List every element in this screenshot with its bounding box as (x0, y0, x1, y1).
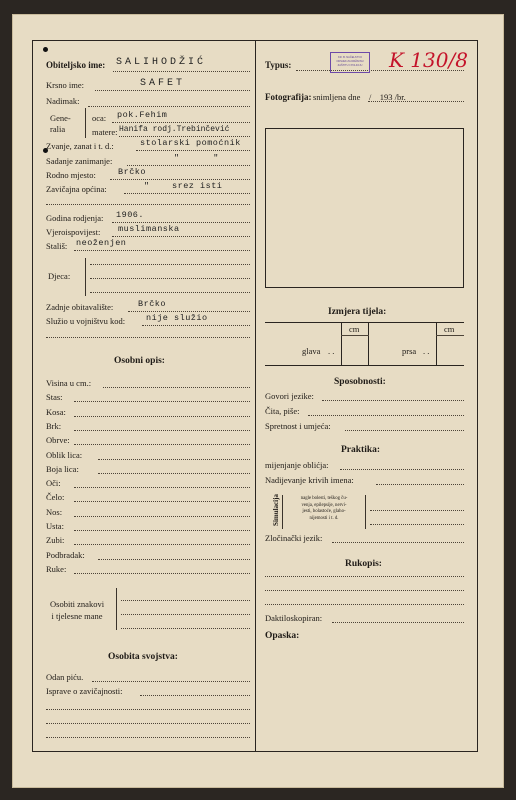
occupation-line (136, 150, 250, 151)
mother-value: Hanifa rodj.Trebinčević (119, 125, 230, 134)
special-marks-line-2 (121, 614, 250, 615)
description-row-line (74, 501, 250, 502)
last-residence-line (128, 311, 250, 312)
father-value: pok.Fehim (117, 110, 168, 120)
cm-header-line-1 (341, 335, 369, 336)
military-label: Služio u vojništvu kod: (46, 316, 126, 326)
head-dots: . . (328, 346, 335, 356)
description-row-line (74, 430, 250, 431)
military-line (142, 325, 250, 326)
children-line-2 (90, 278, 250, 279)
military-value: nije služio (146, 313, 208, 323)
documents-line-1 (140, 695, 250, 696)
children-line-1 (90, 264, 250, 265)
given-name-line (95, 90, 250, 91)
description-row-line (74, 530, 250, 531)
skills-line (345, 430, 464, 431)
simulation-line-1 (370, 510, 464, 511)
simulation-label: Simulacija (272, 494, 280, 526)
drinking-label: Odan piću. (46, 672, 84, 682)
given-name-label: Krsno ime: (46, 80, 85, 90)
home-municipality-line (124, 193, 250, 194)
special-marks-bracket (116, 588, 117, 630)
special-traits-heading: Osobita svojstva: (108, 652, 178, 662)
birth-year-line (112, 222, 250, 223)
religion-value: muslimanska (118, 224, 180, 234)
punch-hole-top (43, 47, 48, 52)
religion-line (112, 236, 250, 237)
description-row-line (98, 459, 250, 460)
current-job-line (127, 165, 250, 166)
handwriting-line-3 (265, 604, 464, 605)
nickname-label: Nadimak: (46, 96, 80, 106)
documents-line-3 (46, 723, 250, 724)
description-row-line (74, 516, 250, 517)
cm-header-line-2 (436, 335, 464, 336)
description-row-label: Visina u cm.: (46, 378, 92, 388)
false-names-line (376, 484, 464, 485)
birth-year-label: Godina rodjenja: (46, 213, 104, 223)
official-stamp: KR. B. NAČELSTVO ODSJEK ZA DRŽAVNU ZAŠTITU I POLICIJU (330, 52, 370, 73)
mother-label: matere: (92, 127, 118, 137)
disguise-label: mijenjanje oblićja: (265, 460, 329, 470)
home-municipality-line-2 (46, 204, 250, 205)
documents-line-2 (46, 709, 250, 710)
description-row-label: Brk: (46, 420, 62, 431)
abilities-heading: Sposobnosti: (334, 377, 386, 387)
photo-date-line (368, 101, 464, 102)
description-row-label: Oblik lica: (46, 449, 83, 460)
drinking-line (92, 681, 250, 682)
description-row-label: Čelo: (46, 492, 65, 503)
military-line-2 (46, 337, 250, 338)
description-row-label: Boja lica: (46, 463, 79, 474)
home-municipality-value: " srez isti (144, 181, 223, 191)
typus-label: Typus: (265, 60, 292, 70)
cm-unit-head: cm (349, 324, 360, 334)
children-label: Djeca: (48, 271, 71, 281)
chest-label: prsa (402, 346, 417, 356)
description-row-label: Stas: (46, 392, 63, 403)
description-row-label: Kosa: (46, 406, 66, 417)
literacy-label: Čita, piše: (265, 406, 300, 416)
skills-label: Spretnost i umjeća: (265, 421, 331, 431)
handwriting-line-2 (265, 590, 464, 591)
last-residence-value: Brčko (138, 299, 167, 309)
description-row-line (74, 444, 250, 445)
marital-status-label: Stališ: (46, 241, 68, 251)
home-municipality-label: Zavičajna općina: (46, 184, 107, 194)
simulation-bracket-left (282, 495, 283, 529)
marital-status-line (74, 250, 250, 251)
description-row-line (98, 559, 250, 560)
special-marks-label: Osobiti znakovi i tjelesne mane (50, 599, 105, 621)
languages-line (322, 400, 464, 401)
cm-unit-chest: cm (444, 324, 455, 334)
occupation-value: stolarski pomoćnik (140, 138, 241, 148)
personal-description-heading: Osobni opis: (114, 356, 165, 366)
languages-label: Govori jezike: (265, 391, 314, 401)
description-row-line (98, 473, 250, 474)
remarks-heading: Opaska: (265, 631, 300, 641)
simulation-bracket-right (365, 495, 366, 529)
documents-label: Isprave o zavičajnosti: (46, 686, 123, 696)
special-marks-line-1 (121, 600, 250, 601)
disguise-line (340, 469, 464, 470)
children-bracket (85, 258, 86, 296)
description-row-label: Ruke: (46, 563, 67, 574)
criminal-slang-line (332, 542, 464, 543)
religion-label: Vjeroispovijest: (46, 227, 101, 237)
description-row-label: Usta: (46, 521, 64, 531)
mother-line (119, 136, 250, 137)
body-measurements-heading: Izmjera tijela: (328, 307, 387, 317)
birthplace-line (110, 179, 250, 180)
father-line (112, 122, 250, 123)
surname-label: Obiteljsko ime: (46, 60, 106, 70)
criminal-slang-label: Zločinački jezik: (265, 533, 323, 543)
description-row-line (74, 401, 250, 402)
head-label: glava (302, 346, 321, 356)
photo-date-text: snimljena dne / 193 /br. (313, 92, 406, 102)
occupation-label: Zvanje, zanat i t. d.: (46, 141, 114, 151)
practice-heading: Praktika: (341, 445, 381, 455)
fingerprinted-line (332, 622, 464, 623)
description-row-line (74, 487, 250, 488)
photo-box (265, 128, 464, 288)
chest-dots: . . (423, 346, 430, 356)
fingerprinted-label: Daktiloskopiran: (265, 613, 323, 623)
description-row-line (103, 387, 250, 388)
photo-label: Fotografija: (265, 92, 312, 102)
literacy-line (308, 415, 464, 416)
birth-year-value: 1906. (116, 210, 145, 220)
marital-status-value: neoženjen (76, 238, 127, 248)
nickname-line (88, 106, 250, 107)
description-row-label: Obrve: (46, 435, 70, 446)
birthplace-label: Rodno mjesto: (46, 170, 96, 180)
last-residence-label: Zadnje obitavalište: (46, 302, 114, 312)
father-label: oca: (92, 113, 107, 123)
current-job-label: Sadanje zanimanje: (46, 156, 113, 166)
simulation-text: nagle bolesti, teškog ču- venja, epilepsije, nervi- jesti, bolastoće, glaho- nijemosti i t. d. (300, 496, 348, 521)
documents-line-4 (46, 737, 250, 738)
handwriting-line-1 (265, 576, 464, 577)
birthplace-value: Brčko (118, 167, 147, 177)
description-row-line (74, 544, 250, 545)
typus-handwritten-mark: K 130/8 (389, 48, 468, 72)
generalia-label: Gene- ralia (50, 113, 71, 134)
surname-line (113, 71, 250, 72)
simulation-line-2 (370, 524, 464, 525)
children-line-3 (90, 292, 250, 293)
special-marks-line-3 (121, 628, 250, 629)
handwriting-heading: Rukopis: (345, 559, 382, 569)
description-row-label: Zubi: (46, 535, 65, 546)
description-row-label: Nos: (46, 506, 63, 517)
description-row-line (74, 573, 250, 574)
false-names-label: Nadijevanje krivih imena: (265, 475, 354, 485)
surname-value: SALIHODŽIĆ (116, 57, 207, 68)
column-divider (255, 40, 256, 752)
given-name-value: SAFET (140, 78, 186, 89)
description-row-label: Oči: (46, 478, 61, 489)
generalia-bracket (85, 108, 86, 138)
current-job-value: " " (174, 153, 219, 163)
description-row-line (74, 416, 250, 417)
description-row-label: Podbradak: (46, 549, 85, 560)
